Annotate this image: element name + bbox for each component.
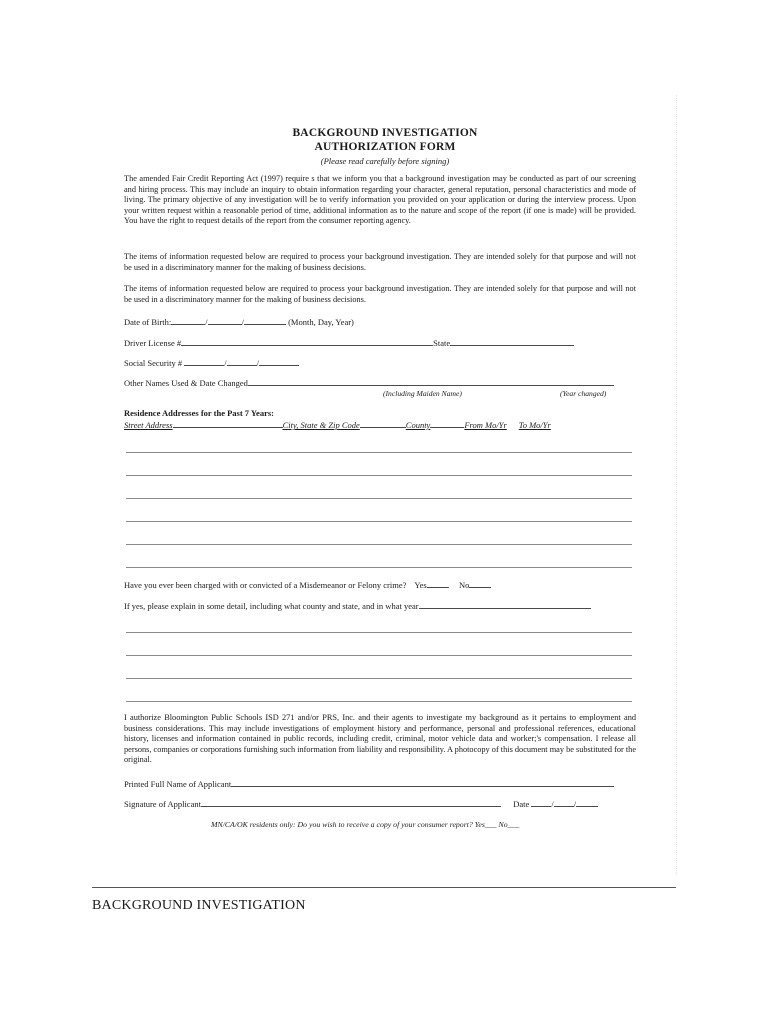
ssn-part3-field[interactable] <box>259 365 299 366</box>
explain-line-3[interactable] <box>126 678 632 679</box>
ssn-label: Social Security # <box>124 358 183 368</box>
residence-line-4[interactable] <box>126 521 632 522</box>
residence-heading: Residence Addresses for the Past 7 Years: <box>124 408 274 418</box>
form-title-line1: BACKGROUND INVESTIGATION <box>292 127 478 139</box>
year-changed-hint: (Year changed) <box>560 389 607 398</box>
ssn-part2-field[interactable] <box>227 365 257 366</box>
driver-license-row <box>124 338 574 348</box>
printed-name-label: Printed Full Name of Applicant <box>124 779 232 789</box>
crime-row <box>124 580 491 590</box>
ssn-row: Social Security # / / <box>124 358 299 368</box>
dob-label: Date of Birth: <box>124 317 172 327</box>
items-paragraph-2: The items of information requested below are required to process your background investigation. They are intended solely for that purpose and will not be used in a discriminatory manner for the making of business decisions. <box>124 284 636 304</box>
explain-row <box>124 601 591 611</box>
printed-name-field[interactable] <box>231 786 614 787</box>
dob-year-field[interactable] <box>244 324 286 325</box>
col-street: Street Address <box>124 420 173 430</box>
no-field[interactable] <box>469 587 491 588</box>
printed-name-row <box>124 779 614 789</box>
form-title-line2: AUTHORIZATION FORM <box>314 141 456 153</box>
col-to: To Mo/Yr <box>518 420 551 430</box>
explain-field[interactable] <box>419 608 591 609</box>
signature-label: Signature of Applicant <box>124 799 201 809</box>
explain-label: If yes, please explain in some detail, including what county and state, and in what year <box>124 601 419 611</box>
residence-line-5[interactable] <box>126 544 632 545</box>
state-field[interactable] <box>450 345 574 346</box>
footer-rule <box>92 887 676 888</box>
col-county: County <box>405 420 431 430</box>
yes-field[interactable] <box>427 587 449 588</box>
signature-row: Signature of Applicant Date / / <box>124 799 598 809</box>
date-month-field[interactable] <box>531 806 551 807</box>
date-day-field[interactable] <box>554 806 574 807</box>
footer-title: BACKGROUND INVESTIGATION <box>92 898 306 913</box>
explain-line-4[interactable] <box>126 701 632 702</box>
residence-line-1[interactable] <box>126 452 632 453</box>
authorization-paragraph: I authorize Bloomington Public Schools ISD 271 and/or PRS, Inc. and their agents to investigate my background as it pertains to employment and business considerations. This may include investigations of employment history and performance, personal and professional references, educational history, licenses and information contained in public records, including credit, criminal, motor vehicle data and worker;'s compensation. I release all persons, companies or corporations furnishing such information from liability and responsibility. A photocopy of this document may be substituted for the original. <box>124 713 636 765</box>
residence-columns <box>124 420 551 430</box>
residence-line-6[interactable] <box>126 567 632 568</box>
explain-line-1[interactable] <box>126 632 632 633</box>
state-label: State <box>433 338 451 348</box>
dob-hint: (Month, Day, Year) <box>288 317 354 327</box>
date-label: Date <box>513 799 530 809</box>
explain-line-2[interactable] <box>126 655 632 656</box>
items-paragraph-1: The items of information requested below are required to process your background investigation. They are intended solely for that purpose and will not be used in a discriminatory manner for the making of business decisions. <box>124 252 636 272</box>
signature-field[interactable] <box>201 806 501 807</box>
dob-row: Date of Birth: / / (Month, Day, Year) <box>124 317 354 327</box>
dob-day-field[interactable] <box>208 324 242 325</box>
consumer-report-note: MN/CA/OK residents only: Do you wish to receive a copy of your consumer report? Yes___ No___ <box>211 820 520 829</box>
col-city: City, State & Zip Code <box>282 420 360 430</box>
form-subtitle: (Please read carefully before signing) <box>320 156 450 166</box>
intro-paragraph: The amended Fair Credit Reporting Act (1997) require s that we inform you that a background investigation may be conducted as part of our screening and hiring process. This may include an inquiry to obtain information regarding your character, general reputation, personal characteristics and mode of living. The primary objective of any investigation will be to verify information you provided on your application or during the interview process. Upon your written request within a reasonable period of time, additional information as to the nature and scope of the report (if one is made) will be provided. You have the right to request details of the report from the consumer reporting agency. <box>124 174 636 226</box>
driver-license-label: Driver License # <box>124 338 182 348</box>
other-names-row <box>124 378 614 388</box>
maiden-name-hint: (Including Maiden Name) <box>383 389 462 398</box>
ssn-part1-field[interactable] <box>184 365 224 366</box>
residence-line-2[interactable] <box>126 475 632 476</box>
residence-line-3[interactable] <box>126 498 632 499</box>
driver-license-field[interactable] <box>181 345 433 346</box>
crime-question: Have you ever been charged with or convicted of a Misdemeanor or Felony crime? <box>124 580 407 590</box>
yes-label: Yes <box>414 580 427 590</box>
no-label: No <box>458 580 470 590</box>
other-names-label: Other Names Used & Date Changed <box>124 378 248 388</box>
dob-month-field[interactable] <box>171 324 205 325</box>
other-names-field[interactable] <box>248 385 614 386</box>
date-year-field[interactable] <box>576 806 598 807</box>
scan-edge <box>676 95 678 875</box>
col-from: From Mo/Yr <box>464 420 507 430</box>
